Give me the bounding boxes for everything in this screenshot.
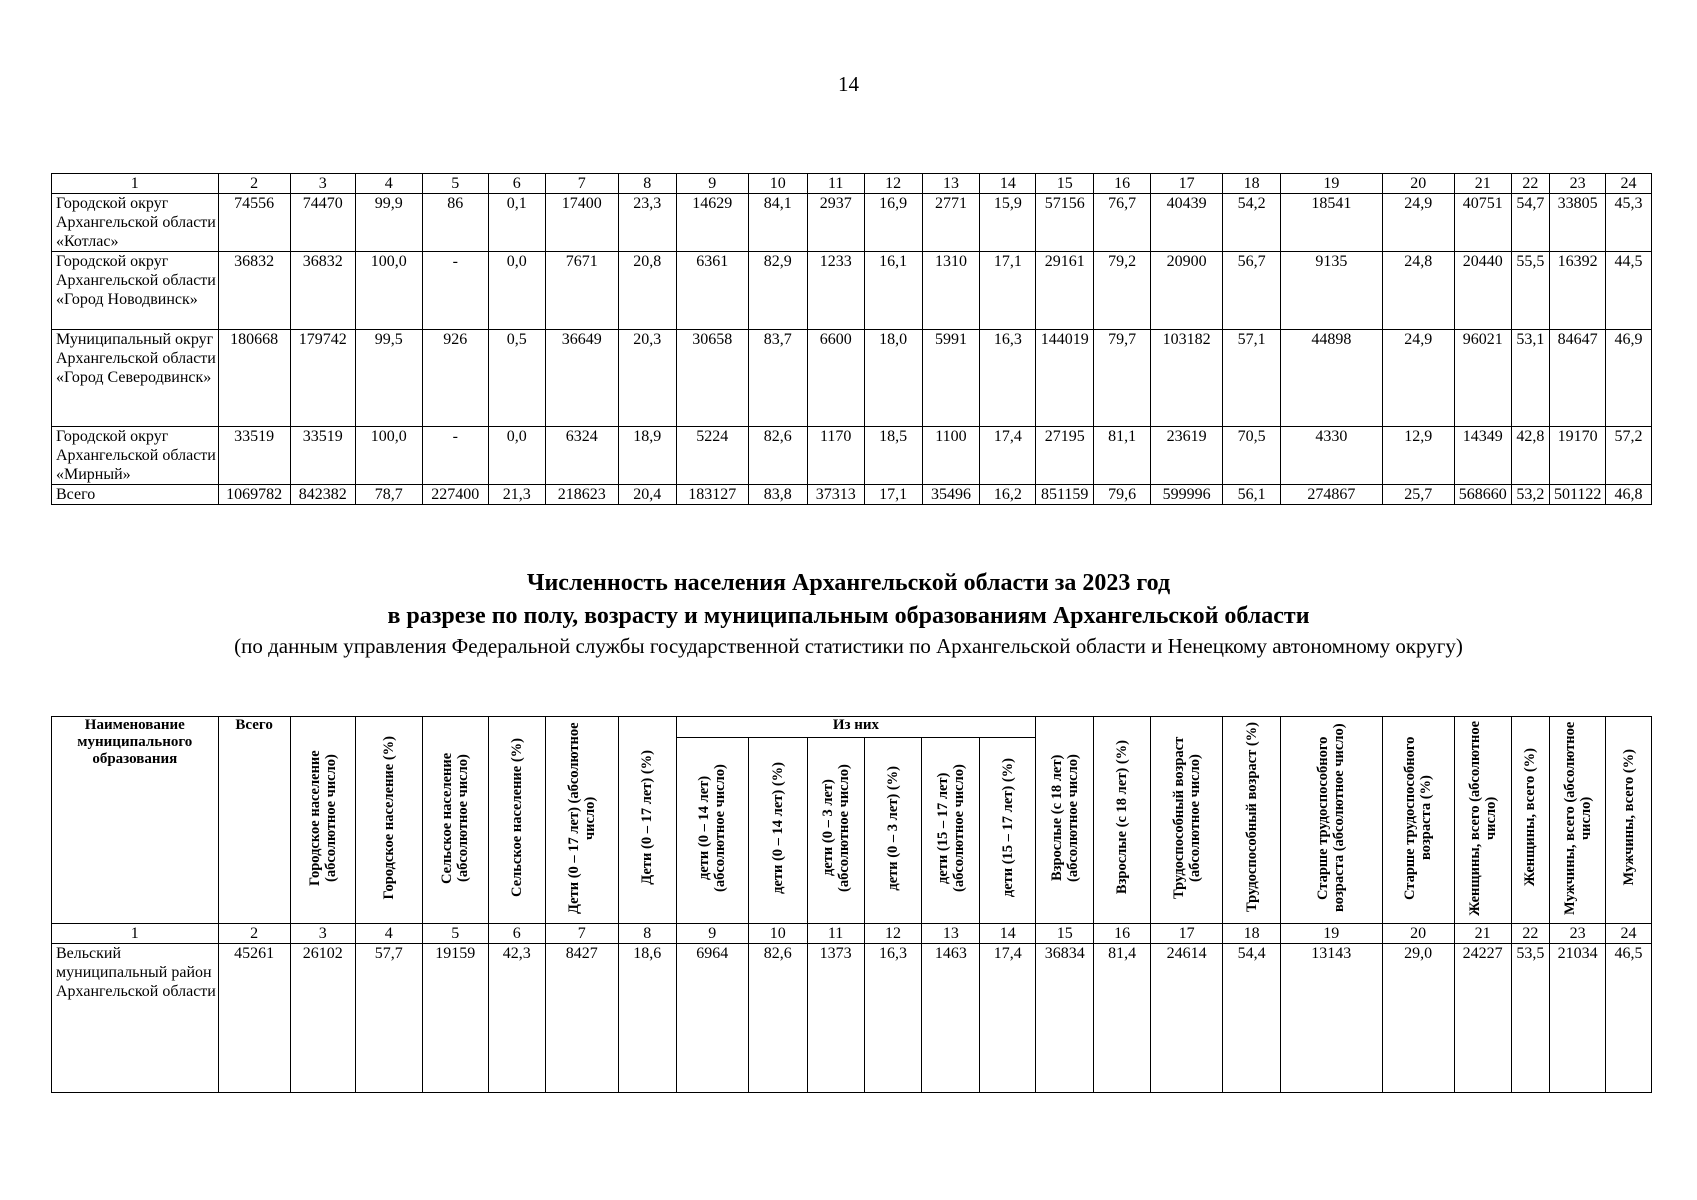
table-cell: 16392 — [1550, 252, 1606, 330]
table-cell: 0,1 — [488, 194, 545, 252]
column-number: 16 — [1094, 174, 1151, 194]
table-cell: 0,5 — [488, 330, 545, 427]
table-cell: 24,8 — [1382, 252, 1454, 330]
table-cell: 46,8 — [1606, 485, 1652, 505]
column-number: 4 — [355, 174, 422, 194]
table-cell: 13143 — [1281, 944, 1383, 1093]
table-cell: 57156 — [1036, 194, 1094, 252]
column-number: 24 — [1606, 174, 1652, 194]
table-cell: 84647 — [1550, 330, 1606, 427]
table-cell: 17400 — [545, 194, 618, 252]
table-cell: 82,6 — [748, 944, 807, 1093]
table-cell: 84,1 — [748, 194, 807, 252]
table-cell: 7671 — [545, 252, 618, 330]
table-cell: 82,6 — [748, 427, 807, 485]
municipality-name: Вельский муниципальный район Архангельской области — [52, 944, 219, 1093]
header-urban-pct: Городское население (%) — [355, 717, 422, 924]
table-cell: 100,0 — [355, 427, 422, 485]
municipality-name: Муниципальный округ Архангельской области «Город Северодвинск» — [52, 330, 219, 427]
table-row — [52, 944, 1652, 1093]
column-number: 16 — [1094, 924, 1151, 944]
table-cell: - — [422, 252, 488, 330]
table-cell: 9135 — [1281, 252, 1383, 330]
column-number: 5 — [422, 924, 488, 944]
table-cell: 18,5 — [864, 427, 922, 485]
table-cell: 79,7 — [1094, 330, 1151, 427]
column-number: 21 — [1454, 924, 1511, 944]
table-cell: 46,5 — [1606, 944, 1652, 1093]
table-cell: 17,1 — [980, 252, 1036, 330]
table-cell: 1100 — [922, 427, 980, 485]
column-number: 5 — [422, 174, 488, 194]
table-cell: 42,8 — [1511, 427, 1550, 485]
table-cell: 99,5 — [355, 330, 422, 427]
table-row — [52, 485, 1652, 505]
table-cell: 30658 — [676, 330, 748, 427]
table-cell: 20900 — [1151, 252, 1223, 330]
table-row — [52, 427, 1652, 485]
table-cell: 83,8 — [748, 485, 807, 505]
table-cell: 183127 — [676, 485, 748, 505]
header-women-abs: Женщины, всего (абсолютное число) — [1454, 717, 1511, 924]
table-cell: 17,1 — [864, 485, 922, 505]
table-cell: 86 — [422, 194, 488, 252]
column-number: 22 — [1511, 924, 1550, 944]
header-children-abs: Дети (0 – 17 лет) (абсолютное число) — [545, 717, 618, 924]
table-cell: 99,9 — [355, 194, 422, 252]
table-cell: 40751 — [1454, 194, 1511, 252]
municipality-name: Всего — [52, 485, 219, 505]
header-name: Наименование муниципального образования — [52, 717, 219, 924]
table-cell: 16,3 — [864, 944, 922, 1093]
column-number: 7 — [545, 924, 618, 944]
table-cell: 21034 — [1550, 944, 1606, 1093]
header-children-pct: Дети (0 – 17 лет) (%) — [618, 717, 676, 924]
table-cell: 82,9 — [748, 252, 807, 330]
table-cell: 842382 — [290, 485, 355, 505]
header-working-abs: Трудоспособный возраст (абсолютное число) — [1151, 717, 1223, 924]
column-number: 11 — [807, 924, 864, 944]
column-number: 3 — [290, 924, 355, 944]
table-cell: 54,4 — [1223, 944, 1281, 1093]
table-cell: 56,7 — [1223, 252, 1281, 330]
column-number: 19 — [1281, 174, 1383, 194]
column-number: 15 — [1036, 924, 1094, 944]
header-c1517-pct: дети (15 – 17 лет) (%) — [980, 738, 1036, 924]
table-cell: 17,4 — [980, 944, 1036, 1093]
table-cell: 16,1 — [864, 252, 922, 330]
table-cell: 83,7 — [748, 330, 807, 427]
document-title: Численность населения Архангельской области за 2023 год — [526, 570, 1171, 596]
table-cell: 14629 — [676, 194, 748, 252]
table-cell: 1310 — [922, 252, 980, 330]
table-cell: 4330 — [1281, 427, 1383, 485]
table-cell: 78,7 — [355, 485, 422, 505]
table-cell: 16,3 — [980, 330, 1036, 427]
table-cell: 54,7 — [1511, 194, 1550, 252]
table-cell: 0,0 — [488, 427, 545, 485]
table-cell: 79,6 — [1094, 485, 1151, 505]
table-cell: 36649 — [545, 330, 618, 427]
column-number: 10 — [748, 174, 807, 194]
header-rural-pct: Сельское население (%) — [488, 717, 545, 924]
table-cell: 24227 — [1454, 944, 1511, 1093]
column-number: 22 — [1511, 174, 1550, 194]
population-table-2023 — [51, 716, 1652, 1093]
table-cell: 74556 — [218, 194, 290, 252]
header-older-abs: Старше трудоспособного возраста (абсолютное число) — [1281, 717, 1383, 924]
column-number: 19 — [1281, 924, 1383, 944]
table-cell: 55,5 — [1511, 252, 1550, 330]
column-number: 23 — [1550, 174, 1606, 194]
table-cell: 33519 — [290, 427, 355, 485]
municipality-name: Городской округ Архангельской области «Мирный» — [52, 427, 219, 485]
table-cell: 227400 — [422, 485, 488, 505]
header-c1517-abs: дети (15 – 17 лет) (абсолютное число) — [922, 738, 980, 924]
table-cell: 70,5 — [1223, 427, 1281, 485]
data-source-note: (по данным управления Федеральной службы государственной статистики по Архангельской области и Ненецкому автономному округу) — [234, 634, 1463, 658]
table-cell: 57,7 — [355, 944, 422, 1093]
table-cell: 54,2 — [1223, 194, 1281, 252]
document-subtitle: в разрезе по полу, возрасту и муниципальным образованиям Архангельской области — [387, 603, 1310, 629]
column-number: 8 — [618, 174, 676, 194]
header-c03-abs: дети (0 – 3 лет) (абсолютное число) — [807, 738, 864, 924]
header-women-pct: Женщины, всего (%) — [1511, 717, 1550, 924]
header-c014-abs: дети (0 – 14 лет) (абсолютное число) — [676, 738, 748, 924]
table-cell: 6324 — [545, 427, 618, 485]
column-number: 2 — [218, 174, 290, 194]
table-cell: 29,0 — [1382, 944, 1454, 1093]
table-cell: 179742 — [290, 330, 355, 427]
column-number: 14 — [980, 924, 1036, 944]
table-cell: - — [422, 427, 488, 485]
table-cell: 42,3 — [488, 944, 545, 1093]
municipality-name: Городской округ Архангельской области «Котлас» — [52, 194, 219, 252]
column-number: 6 — [488, 174, 545, 194]
table-cell: 33805 — [1550, 194, 1606, 252]
table-cell: 17,4 — [980, 427, 1036, 485]
table-cell: 6361 — [676, 252, 748, 330]
table-cell: 20,8 — [618, 252, 676, 330]
table-cell: 12,9 — [1382, 427, 1454, 485]
table-cell: 14349 — [1454, 427, 1511, 485]
table-cell: 37313 — [807, 485, 864, 505]
table-cell: 2937 — [807, 194, 864, 252]
header-older-pct: Старше трудоспособного возраста (%) — [1382, 717, 1454, 924]
column-number: 3 — [290, 174, 355, 194]
table-cell: 180668 — [218, 330, 290, 427]
table-cell: 79,2 — [1094, 252, 1151, 330]
table-cell: 56,1 — [1223, 485, 1281, 505]
table-cell: 53,2 — [1511, 485, 1550, 505]
table-cell: 21,3 — [488, 485, 545, 505]
column-number: 21 — [1454, 174, 1511, 194]
table-cell: 20,4 — [618, 485, 676, 505]
table-cell: 8427 — [545, 944, 618, 1093]
table-cell: 29161 — [1036, 252, 1094, 330]
table-cell: 1463 — [922, 944, 980, 1093]
table-cell: 23,3 — [618, 194, 676, 252]
column-number: 13 — [922, 924, 980, 944]
table-cell: 57,1 — [1223, 330, 1281, 427]
table-cell: 35496 — [922, 485, 980, 505]
column-number: 18 — [1223, 174, 1281, 194]
table-cell: 218623 — [545, 485, 618, 505]
table-cell: 599996 — [1151, 485, 1223, 505]
header-adults-abs: Взрослые (с 18 лет) (абсолютное число) — [1036, 717, 1094, 924]
table-cell: 96021 — [1454, 330, 1511, 427]
table-cell: 568660 — [1454, 485, 1511, 505]
table-cell: 76,7 — [1094, 194, 1151, 252]
column-number: 20 — [1382, 924, 1454, 944]
table-row — [52, 252, 1652, 330]
table-cell: 1170 — [807, 427, 864, 485]
table-cell: 25,7 — [1382, 485, 1454, 505]
column-number: 17 — [1151, 924, 1223, 944]
column-number: 14 — [980, 174, 1036, 194]
table-cell: 53,5 — [1511, 944, 1550, 1093]
header-total: Всего — [218, 717, 290, 924]
column-number: 8 — [618, 924, 676, 944]
table-cell: 18,6 — [618, 944, 676, 1093]
table-cell: 24,9 — [1382, 194, 1454, 252]
column-number-row — [52, 924, 1652, 944]
table-cell: 36832 — [290, 252, 355, 330]
table-cell: 44,5 — [1606, 252, 1652, 330]
table-cell: 19170 — [1550, 427, 1606, 485]
table-cell: 5991 — [922, 330, 980, 427]
column-number: 10 — [748, 924, 807, 944]
column-number: 18 — [1223, 924, 1281, 944]
column-number-row — [52, 174, 1652, 194]
column-number: 24 — [1606, 924, 1652, 944]
table-cell: 74470 — [290, 194, 355, 252]
table-cell: 26102 — [290, 944, 355, 1093]
table-cell: 24614 — [1151, 944, 1223, 1093]
table-cell: 18,0 — [864, 330, 922, 427]
table-cell: 5224 — [676, 427, 748, 485]
header-adults-pct: Взрослые (с 18 лет) (%) — [1094, 717, 1151, 924]
table-cell: 2771 — [922, 194, 980, 252]
table-cell: 16,9 — [864, 194, 922, 252]
column-number: 11 — [807, 174, 864, 194]
header-c03-pct: дети (0 – 3 лет) (%) — [864, 738, 922, 924]
table-cell: 57,2 — [1606, 427, 1652, 485]
column-number: 15 — [1036, 174, 1094, 194]
table-cell: 33519 — [218, 427, 290, 485]
column-number: 12 — [864, 924, 922, 944]
table-cell: 53,1 — [1511, 330, 1550, 427]
column-number: 17 — [1151, 174, 1223, 194]
table-cell: 45261 — [218, 944, 290, 1093]
column-number: 6 — [488, 924, 545, 944]
table-cell: 1233 — [807, 252, 864, 330]
table-cell: 20440 — [1454, 252, 1511, 330]
municipality-name: Городской округ Архангельской области «Город Новодвинск» — [52, 252, 219, 330]
table-cell: 19159 — [422, 944, 488, 1093]
table-cell: 40439 — [1151, 194, 1223, 252]
table-cell: 1373 — [807, 944, 864, 1093]
page-number: 14 — [838, 72, 859, 96]
header-men-pct: Мужчины, всего (%) — [1606, 717, 1652, 924]
header-urban-abs: Городское население (абсолютное число) — [290, 717, 355, 924]
table-cell: 18541 — [1281, 194, 1383, 252]
table-cell: 144019 — [1036, 330, 1094, 427]
table-cell: 36834 — [1036, 944, 1094, 1093]
column-number: 1 — [52, 174, 219, 194]
column-number: 7 — [545, 174, 618, 194]
column-number: 9 — [676, 174, 748, 194]
header-of-them: Из них — [676, 717, 1036, 738]
table-cell: 6964 — [676, 944, 748, 1093]
column-number: 23 — [1550, 924, 1606, 944]
table-cell: 20,3 — [618, 330, 676, 427]
table-cell: 27195 — [1036, 427, 1094, 485]
column-number: 4 — [355, 924, 422, 944]
table-cell: 23619 — [1151, 427, 1223, 485]
table-cell: 103182 — [1151, 330, 1223, 427]
header-c014-pct: дети (0 – 14 лет) (%) — [748, 738, 807, 924]
header-men-abs: Мужчины, всего (абсолютное число) — [1550, 717, 1606, 924]
table-cell: 24,9 — [1382, 330, 1454, 427]
table-cell: 6600 — [807, 330, 864, 427]
table-cell: 0,0 — [488, 252, 545, 330]
table-cell: 100,0 — [355, 252, 422, 330]
table-cell: 81,1 — [1094, 427, 1151, 485]
table-row — [52, 330, 1652, 427]
table-cell: 274867 — [1281, 485, 1383, 505]
table-cell: 501122 — [1550, 485, 1606, 505]
table-cell: 851159 — [1036, 485, 1094, 505]
column-number: 12 — [864, 174, 922, 194]
header-rural-abs: Сельское население (абсолютное число) — [422, 717, 488, 924]
column-number: 13 — [922, 174, 980, 194]
table-cell: 15,9 — [980, 194, 1036, 252]
table-cell: 46,9 — [1606, 330, 1652, 427]
table-cell: 1069782 — [218, 485, 290, 505]
table-cell: 16,2 — [980, 485, 1036, 505]
column-number: 2 — [218, 924, 290, 944]
column-number: 1 — [52, 924, 219, 944]
header-working-pct: Трудоспособный возраст (%) — [1223, 717, 1281, 924]
table-cell: 81,4 — [1094, 944, 1151, 1093]
population-table-continuation — [51, 173, 1652, 505]
table-cell: 926 — [422, 330, 488, 427]
table-row — [52, 194, 1652, 252]
table-cell: 45,3 — [1606, 194, 1652, 252]
table-cell: 18,9 — [618, 427, 676, 485]
table-cell: 36832 — [218, 252, 290, 330]
column-number: 9 — [676, 924, 748, 944]
table-cell: 44898 — [1281, 330, 1383, 427]
column-number: 20 — [1382, 174, 1454, 194]
